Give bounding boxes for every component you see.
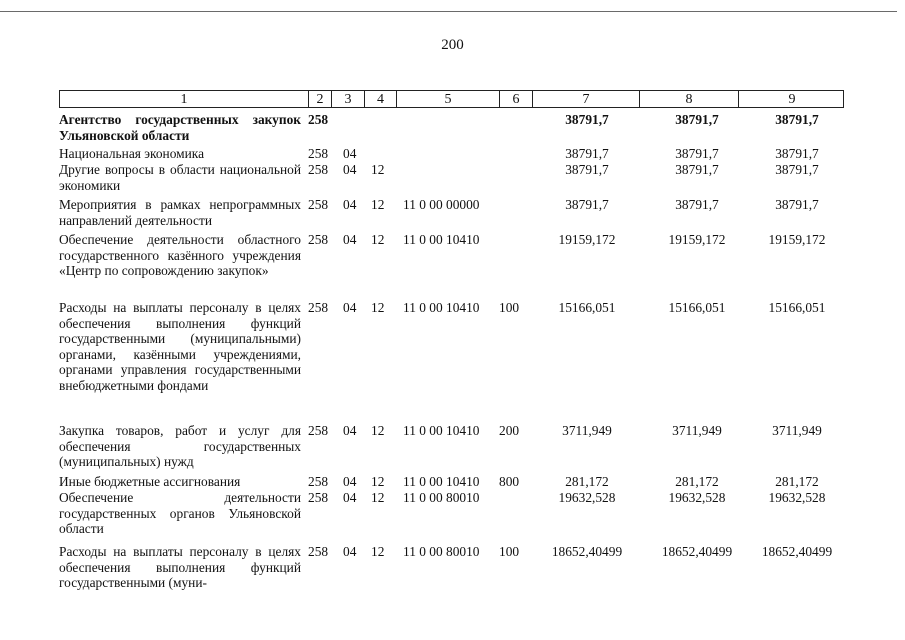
header-col-4: 4	[365, 91, 397, 107]
row-c2: 258	[308, 544, 329, 559]
row-c5: 11 0 00 80010	[403, 544, 480, 559]
row-c4: 12	[371, 162, 385, 177]
table-row	[59, 490, 844, 537]
row-c6: 100	[499, 544, 520, 559]
table-row	[59, 162, 844, 193]
page-top-rule	[0, 11, 897, 12]
row-c2: 258	[308, 112, 329, 127]
header-col-1: 1	[60, 91, 309, 107]
row-c9: 38791,7	[775, 146, 819, 161]
header-col-3: 3	[332, 91, 365, 107]
row-c2: 258	[308, 423, 329, 438]
header-col-6: 6	[500, 91, 533, 107]
row-c9: 38791,7	[775, 197, 819, 212]
row-name: Другие вопросы в области национальной экономики	[59, 162, 301, 193]
row-c8: 19159,172	[668, 232, 726, 247]
row-name: Обеспечение деятельности государственных органов Ульяновской области	[59, 490, 301, 536]
row-c3: 04	[343, 162, 357, 177]
row-c3: 04	[343, 423, 357, 438]
row-c7: 38791,7	[565, 112, 609, 127]
row-c4: 12	[371, 423, 385, 438]
row-name: Закупка товаров, работ и услуг для обеспечения государственных (муниципальных) нужд	[59, 423, 301, 469]
row-c9: 3711,949	[772, 423, 822, 438]
row-c3: 04	[343, 146, 357, 161]
row-c6: 100	[499, 300, 520, 315]
row-c5: 11 0 00 10410	[403, 300, 480, 315]
row-c7: 38791,7	[565, 146, 609, 161]
row-c8: 38791,7	[675, 146, 719, 161]
row-c6: 200	[499, 423, 520, 438]
row-c3: 04	[343, 474, 357, 489]
budget-table	[59, 90, 844, 590]
row-c8: 19632,528	[668, 490, 726, 505]
row-c8: 38791,7	[675, 197, 719, 212]
row-c7: 3711,949	[562, 423, 612, 438]
row-c4: 12	[371, 490, 385, 505]
row-c5: 11 0 00 00000	[403, 197, 480, 212]
row-c8: 15166,051	[668, 300, 726, 315]
row-c7: 38791,7	[565, 162, 609, 177]
page-number: 200	[441, 37, 464, 53]
row-c5: 11 0 00 10410	[403, 474, 480, 489]
row-name: Расходы на выплаты персоналу в целях обеспечения выполнения функций государственными (муниципальными) органами, казёнными учреждениями, органами управления государственными внебюджетными фондами	[59, 300, 301, 393]
row-c7: 15166,051	[558, 300, 616, 315]
table-header	[59, 90, 844, 108]
row-c9: 15166,051	[768, 300, 826, 315]
row-c7: 19632,528	[558, 490, 616, 505]
row-c5: 11 0 00 10410	[403, 232, 480, 247]
row-c9: 38791,7	[775, 112, 819, 127]
row-c8: 38791,7	[675, 162, 719, 177]
table-row	[59, 300, 844, 393]
row-c2: 258	[308, 490, 329, 505]
row-c3: 04	[343, 544, 357, 559]
header-col-9: 9	[788, 92, 796, 107]
row-name: Расходы на выплаты персоналу в целях обеспечения выполнения функций государственными (муни-	[59, 544, 301, 590]
row-name: Агентство государственных закупок Ульяновской области	[59, 112, 301, 143]
row-c7: 19159,172	[558, 232, 616, 247]
row-name: Обеспечение деятельности областного государственного казённого учреждения «Центр по сопровождению закупок»	[59, 232, 301, 278]
row-c2: 258	[308, 232, 329, 247]
row-name: Национальная экономика	[59, 146, 205, 161]
table-row	[59, 423, 844, 470]
row-c8: 281,172	[675, 474, 719, 489]
table-row	[59, 146, 844, 162]
table-row	[59, 197, 844, 228]
row-c8: 38791,7	[675, 112, 719, 127]
row-c3: 04	[343, 232, 357, 247]
row-c9: 281,172	[775, 474, 819, 489]
row-c7: 18652,40499	[551, 544, 623, 559]
row-c8: 3711,949	[672, 423, 722, 438]
row-c3: 04	[343, 197, 357, 212]
row-c4: 12	[371, 474, 385, 489]
row-name: Мероприятия в рамках непрограммных направлений деятельности	[59, 197, 301, 228]
row-c8: 18652,40499	[661, 544, 733, 559]
row-c9: 18652,40499	[761, 544, 833, 559]
table-row	[59, 112, 844, 143]
row-c2: 258	[308, 146, 329, 161]
table-row	[59, 232, 844, 279]
row-c4: 12	[371, 232, 385, 247]
header-col-8: 8	[640, 91, 739, 107]
row-c4: 12	[371, 544, 385, 559]
row-c4: 12	[371, 197, 385, 212]
row-c6: 800	[499, 474, 520, 489]
row-c2: 258	[308, 197, 329, 212]
table-row	[59, 544, 844, 591]
row-c2: 258	[308, 162, 329, 177]
row-c9: 38791,7	[775, 162, 819, 177]
header-col-5: 5	[397, 91, 500, 107]
header-col-2: 2	[309, 91, 332, 107]
row-c2: 258	[308, 474, 329, 489]
row-c3: 04	[343, 490, 357, 505]
row-c9: 19632,528	[768, 490, 826, 505]
row-c5: 11 0 00 80010	[403, 490, 480, 505]
row-name: Иные бюджетные ассигнования	[59, 474, 241, 489]
row-c9: 19159,172	[768, 232, 826, 247]
row-c5: 11 0 00 10410	[403, 423, 480, 438]
row-c7: 38791,7	[565, 197, 609, 212]
row-c3: 04	[343, 300, 357, 315]
header-col-7: 7	[533, 91, 640, 107]
table-row	[59, 474, 844, 490]
row-c7: 281,172	[565, 474, 609, 489]
row-c4: 12	[371, 300, 385, 315]
row-c2: 258	[308, 300, 329, 315]
